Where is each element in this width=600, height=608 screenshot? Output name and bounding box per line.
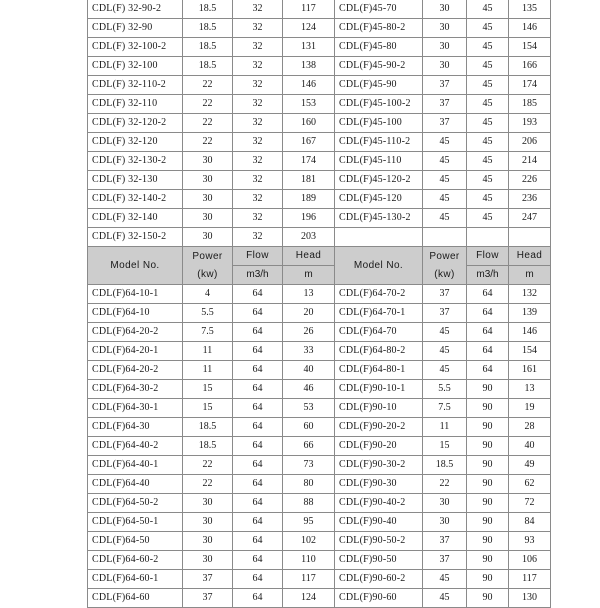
power-cell-left: 30 — [183, 209, 233, 228]
flow-cell-left: 64 — [233, 285, 283, 304]
header-flow-unit-right: m3/h — [467, 266, 509, 285]
flow-cell-right: 90 — [467, 551, 509, 570]
model-cell-right: CDL(F)45-80 — [335, 38, 423, 57]
table-section-bottom — [88, 285, 551, 608]
power-cell-right: 7.5 — [423, 399, 467, 418]
model-cell-left: CDL(F)64-30 — [88, 418, 183, 437]
header-head-unit-right: m — [509, 266, 551, 285]
model-cell-right: CDL(F)64-80-2 — [335, 342, 423, 361]
model-cell-right: CDL(F)90-30 — [335, 475, 423, 494]
head-cell-left: 110 — [283, 551, 335, 570]
power-cell-left: 37 — [183, 570, 233, 589]
head-cell-right: 130 — [509, 589, 551, 608]
table-row — [88, 513, 551, 532]
model-cell-right: CDL(F)90-40-2 — [335, 494, 423, 513]
model-cell-right: CDL(F)90-10-1 — [335, 380, 423, 399]
header-flow-unit-left: m3/h — [233, 266, 283, 285]
flow-cell-left: 32 — [233, 190, 283, 209]
power-cell-left: 4 — [183, 285, 233, 304]
model-cell-left: CDL(F)64-60-2 — [88, 551, 183, 570]
flow-cell-left: 32 — [233, 171, 283, 190]
power-cell-right — [423, 228, 467, 247]
head-cell-right: 166 — [509, 57, 551, 76]
head-cell-right: 154 — [509, 38, 551, 57]
head-cell-right: 154 — [509, 342, 551, 361]
flow-cell-left: 32 — [233, 0, 283, 19]
flow-cell-right: 45 — [467, 95, 509, 114]
table-row — [88, 133, 551, 152]
model-cell-right: CDL(F)45-130-2 — [335, 209, 423, 228]
model-cell-left: CDL(F) 32-100-2 — [88, 38, 183, 57]
model-cell-right: CDL(F)45-80-2 — [335, 19, 423, 38]
power-cell-right: 30 — [423, 513, 467, 532]
flow-cell-right: 64 — [467, 342, 509, 361]
model-cell-left: CDL(F) 32-120-2 — [88, 114, 183, 133]
table-row — [88, 152, 551, 171]
flow-cell-left: 64 — [233, 361, 283, 380]
flow-cell-left: 64 — [233, 589, 283, 608]
power-cell-left: 30 — [183, 532, 233, 551]
model-cell-left: CDL(F)64-20-1 — [88, 342, 183, 361]
power-cell-left: 30 — [183, 228, 233, 247]
flow-cell-right: 90 — [467, 494, 509, 513]
power-cell-right: 45 — [423, 171, 467, 190]
power-cell-right: 45 — [423, 361, 467, 380]
model-cell-left: CDL(F)64-60 — [88, 589, 183, 608]
head-cell-left: 196 — [283, 209, 335, 228]
power-cell-right: 37 — [423, 551, 467, 570]
power-cell-left: 18.5 — [183, 0, 233, 19]
head-cell-right: 40 — [509, 437, 551, 456]
flow-cell-left: 64 — [233, 399, 283, 418]
power-cell-right: 18.5 — [423, 456, 467, 475]
model-cell-left: CDL(F)64-10-1 — [88, 285, 183, 304]
header-model-left: Model No. — [88, 247, 183, 285]
pump-specification-table — [87, 0, 551, 608]
head-cell-right: 13 — [509, 380, 551, 399]
head-cell-left: 181 — [283, 171, 335, 190]
head-cell-right — [509, 228, 551, 247]
power-cell-right: 45 — [423, 133, 467, 152]
power-cell-left: 11 — [183, 361, 233, 380]
head-cell-left: 20 — [283, 304, 335, 323]
head-cell-right: 146 — [509, 323, 551, 342]
head-cell-left: 203 — [283, 228, 335, 247]
flow-cell-left: 64 — [233, 456, 283, 475]
head-cell-left: 53 — [283, 399, 335, 418]
flow-cell-right: 90 — [467, 418, 509, 437]
flow-cell-left: 64 — [233, 304, 283, 323]
flow-cell-right: 45 — [467, 38, 509, 57]
head-cell-left: 124 — [283, 19, 335, 38]
head-cell-right: 84 — [509, 513, 551, 532]
head-cell-left: 46 — [283, 380, 335, 399]
power-cell-right: 37 — [423, 95, 467, 114]
table-row — [88, 532, 551, 551]
flow-cell-right: 64 — [467, 323, 509, 342]
flow-cell-left: 32 — [233, 133, 283, 152]
model-cell-right: CDL(F)45-90 — [335, 76, 423, 95]
head-cell-left: 66 — [283, 437, 335, 456]
flow-cell-right: 45 — [467, 190, 509, 209]
model-cell-left: CDL(F) 32-120 — [88, 133, 183, 152]
header-row-primary — [88, 247, 551, 266]
head-cell-left: 40 — [283, 361, 335, 380]
model-cell-left: CDL(F) 32-100 — [88, 57, 183, 76]
model-cell-right: CDL(F)90-10 — [335, 399, 423, 418]
power-cell-right: 30 — [423, 38, 467, 57]
power-cell-right: 30 — [423, 57, 467, 76]
flow-cell-right: 90 — [467, 570, 509, 589]
head-cell-left: 160 — [283, 114, 335, 133]
head-cell-right: 214 — [509, 152, 551, 171]
head-cell-left: 33 — [283, 342, 335, 361]
flow-cell-left: 32 — [233, 76, 283, 95]
table-row — [88, 570, 551, 589]
flow-cell-right: 45 — [467, 0, 509, 19]
flow-cell-right: 64 — [467, 361, 509, 380]
flow-cell-right: 90 — [467, 380, 509, 399]
head-cell-left: 13 — [283, 285, 335, 304]
flow-cell-left: 32 — [233, 209, 283, 228]
power-cell-right: 37 — [423, 532, 467, 551]
power-cell-right: 30 — [423, 0, 467, 19]
head-cell-left: 73 — [283, 456, 335, 475]
head-cell-right: 161 — [509, 361, 551, 380]
model-cell-left: CDL(F) 32-110 — [88, 95, 183, 114]
flow-cell-right: 45 — [467, 114, 509, 133]
header-model-right: Model No. — [335, 247, 423, 285]
table-row — [88, 380, 551, 399]
table-row — [88, 228, 551, 247]
head-cell-right: 117 — [509, 570, 551, 589]
header-head-right: Head — [509, 247, 551, 266]
power-cell-left: 18.5 — [183, 38, 233, 57]
head-cell-right: 226 — [509, 171, 551, 190]
power-cell-left: 18.5 — [183, 437, 233, 456]
model-cell-right: CDL(F)90-30-2 — [335, 456, 423, 475]
model-cell-left: CDL(F)64-50-2 — [88, 494, 183, 513]
power-cell-left: 30 — [183, 152, 233, 171]
flow-cell-right: 90 — [467, 532, 509, 551]
table-row — [88, 399, 551, 418]
flow-cell-left: 64 — [233, 475, 283, 494]
model-cell-left: CDL(F)64-20-2 — [88, 361, 183, 380]
table-row — [88, 342, 551, 361]
head-cell-right: 135 — [509, 0, 551, 19]
flow-cell-right: 45 — [467, 133, 509, 152]
header-flow-right: Flow — [467, 247, 509, 266]
header-power-right: Power (kw) — [423, 247, 467, 285]
table-row — [88, 475, 551, 494]
table-row — [88, 114, 551, 133]
model-cell-left: CDL(F)64-50-1 — [88, 513, 183, 532]
model-cell-left: CDL(F)64-40 — [88, 475, 183, 494]
table-row — [88, 589, 551, 608]
flow-cell-left: 64 — [233, 418, 283, 437]
head-cell-right: 146 — [509, 19, 551, 38]
head-cell-right: 139 — [509, 304, 551, 323]
power-cell-right: 22 — [423, 475, 467, 494]
table-row — [88, 0, 551, 19]
model-cell-left: CDL(F)64-30-2 — [88, 380, 183, 399]
flow-cell-left: 32 — [233, 57, 283, 76]
flow-cell-right: 45 — [467, 19, 509, 38]
power-cell-left: 7.5 — [183, 323, 233, 342]
flow-cell-right: 90 — [467, 589, 509, 608]
table-row — [88, 456, 551, 475]
head-cell-left: 174 — [283, 152, 335, 171]
flow-cell-left: 64 — [233, 437, 283, 456]
table-row — [88, 95, 551, 114]
power-cell-right: 37 — [423, 76, 467, 95]
head-cell-right: 132 — [509, 285, 551, 304]
flow-cell-left: 64 — [233, 342, 283, 361]
power-cell-left: 11 — [183, 342, 233, 361]
flow-cell-right: 90 — [467, 513, 509, 532]
table-row — [88, 38, 551, 57]
model-cell-right: CDL(F)45-120 — [335, 190, 423, 209]
power-cell-right: 5.5 — [423, 380, 467, 399]
power-cell-left: 22 — [183, 76, 233, 95]
head-cell-left: 131 — [283, 38, 335, 57]
power-cell-right: 45 — [423, 323, 467, 342]
model-cell-left: CDL(F)64-30-1 — [88, 399, 183, 418]
power-cell-left: 18.5 — [183, 418, 233, 437]
head-cell-right: 106 — [509, 551, 551, 570]
model-cell-right: CDL(F)45-100-2 — [335, 95, 423, 114]
flow-cell-left: 64 — [233, 551, 283, 570]
header-head-unit-left: m — [283, 266, 335, 285]
power-cell-left: 18.5 — [183, 57, 233, 76]
model-cell-right: CDL(F)45-90-2 — [335, 57, 423, 76]
model-cell-right: CDL(F)90-60 — [335, 589, 423, 608]
model-cell-left: CDL(F) 32-140 — [88, 209, 183, 228]
head-cell-left: 153 — [283, 95, 335, 114]
flow-cell-left: 32 — [233, 38, 283, 57]
head-cell-left: 88 — [283, 494, 335, 513]
flow-cell-right: 90 — [467, 437, 509, 456]
head-cell-right: 28 — [509, 418, 551, 437]
flow-cell-left: 64 — [233, 494, 283, 513]
power-cell-left: 30 — [183, 190, 233, 209]
power-cell-right: 37 — [423, 304, 467, 323]
table-row — [88, 19, 551, 38]
flow-cell-right: 90 — [467, 399, 509, 418]
model-cell-right: CDL(F)45-100 — [335, 114, 423, 133]
flow-cell-left: 32 — [233, 95, 283, 114]
model-cell-right: CDL(F)45-110-2 — [335, 133, 423, 152]
power-cell-left: 22 — [183, 133, 233, 152]
model-cell-right: CDL(F)90-20 — [335, 437, 423, 456]
model-cell-right: CDL(F)45-70 — [335, 0, 423, 19]
power-cell-left: 5.5 — [183, 304, 233, 323]
table-row — [88, 437, 551, 456]
flow-cell-left: 64 — [233, 532, 283, 551]
table-row — [88, 57, 551, 76]
model-cell-left: CDL(F)64-10 — [88, 304, 183, 323]
table-section-top — [88, 0, 551, 247]
power-cell-right: 30 — [423, 494, 467, 513]
table-row — [88, 285, 551, 304]
flow-cell-right: 90 — [467, 456, 509, 475]
head-cell-right: 62 — [509, 475, 551, 494]
head-cell-right: 72 — [509, 494, 551, 513]
flow-cell-left: 32 — [233, 152, 283, 171]
power-cell-right: 11 — [423, 418, 467, 437]
head-cell-right: 193 — [509, 114, 551, 133]
model-cell-right: CDL(F)45-110 — [335, 152, 423, 171]
header-flow-left: Flow — [233, 247, 283, 266]
table-row — [88, 361, 551, 380]
table-row — [88, 76, 551, 95]
model-cell-left: CDL(F) 32-90 — [88, 19, 183, 38]
head-cell-right: 206 — [509, 133, 551, 152]
table-row — [88, 323, 551, 342]
power-cell-left: 22 — [183, 95, 233, 114]
power-cell-left: 22 — [183, 114, 233, 133]
head-cell-left: 167 — [283, 133, 335, 152]
power-cell-left: 15 — [183, 380, 233, 399]
flow-cell-right: 45 — [467, 171, 509, 190]
head-cell-right: 174 — [509, 76, 551, 95]
table-row — [88, 190, 551, 209]
power-cell-right: 37 — [423, 285, 467, 304]
head-cell-left: 80 — [283, 475, 335, 494]
head-cell-right: 49 — [509, 456, 551, 475]
power-cell-right: 45 — [423, 589, 467, 608]
model-cell-left: CDL(F) 32-90-2 — [88, 0, 183, 19]
power-cell-left: 30 — [183, 171, 233, 190]
table-column-header — [88, 247, 551, 285]
table-row — [88, 304, 551, 323]
power-cell-right: 45 — [423, 190, 467, 209]
model-cell-right — [335, 228, 423, 247]
model-cell-left: CDL(F)64-50 — [88, 532, 183, 551]
flow-cell-right: 90 — [467, 475, 509, 494]
flow-cell-left: 32 — [233, 228, 283, 247]
head-cell-left: 117 — [283, 0, 335, 19]
head-cell-right: 236 — [509, 190, 551, 209]
table-row — [88, 551, 551, 570]
power-cell-left: 37 — [183, 589, 233, 608]
model-cell-right: CDL(F)64-70-1 — [335, 304, 423, 323]
model-cell-right: CDL(F)90-40 — [335, 513, 423, 532]
head-cell-left: 60 — [283, 418, 335, 437]
head-cell-left: 138 — [283, 57, 335, 76]
model-cell-right: CDL(F)45-120-2 — [335, 171, 423, 190]
head-cell-left: 124 — [283, 589, 335, 608]
head-cell-left: 189 — [283, 190, 335, 209]
power-cell-right: 37 — [423, 114, 467, 133]
flow-cell-left: 32 — [233, 114, 283, 133]
model-cell-left: CDL(F)64-20-2 — [88, 323, 183, 342]
head-cell-right: 185 — [509, 95, 551, 114]
model-cell-left: CDL(F) 32-130-2 — [88, 152, 183, 171]
header-power-left: Power (kw) — [183, 247, 233, 285]
flow-cell-right — [467, 228, 509, 247]
power-cell-left: 18.5 — [183, 19, 233, 38]
power-cell-left: 22 — [183, 456, 233, 475]
header-head-left: Head — [283, 247, 335, 266]
power-cell-right: 45 — [423, 152, 467, 171]
model-cell-left: CDL(F) 32-140-2 — [88, 190, 183, 209]
power-cell-right: 15 — [423, 437, 467, 456]
power-cell-right: 45 — [423, 570, 467, 589]
flow-cell-right: 64 — [467, 285, 509, 304]
model-cell-right: CDL(F)90-50 — [335, 551, 423, 570]
model-cell-left: CDL(F)64-40-1 — [88, 456, 183, 475]
head-cell-left: 117 — [283, 570, 335, 589]
power-cell-left: 30 — [183, 494, 233, 513]
table-row — [88, 418, 551, 437]
flow-cell-right: 64 — [467, 304, 509, 323]
model-cell-left: CDL(F)64-40-2 — [88, 437, 183, 456]
model-cell-right: CDL(F)64-80-1 — [335, 361, 423, 380]
power-cell-right: 45 — [423, 209, 467, 228]
flow-cell-left: 64 — [233, 570, 283, 589]
flow-cell-right: 45 — [467, 57, 509, 76]
table-row — [88, 171, 551, 190]
power-cell-left: 30 — [183, 513, 233, 532]
head-cell-right: 247 — [509, 209, 551, 228]
flow-cell-right: 45 — [467, 209, 509, 228]
model-cell-right: CDL(F)64-70 — [335, 323, 423, 342]
model-cell-right: CDL(F)90-50-2 — [335, 532, 423, 551]
power-cell-left: 22 — [183, 475, 233, 494]
model-cell-right: CDL(F)64-70-2 — [335, 285, 423, 304]
power-cell-right: 45 — [423, 342, 467, 361]
power-cell-right: 30 — [423, 19, 467, 38]
flow-cell-left: 32 — [233, 19, 283, 38]
flow-cell-left: 64 — [233, 380, 283, 399]
head-cell-right: 19 — [509, 399, 551, 418]
table-row — [88, 494, 551, 513]
flow-cell-left: 64 — [233, 323, 283, 342]
head-cell-left: 26 — [283, 323, 335, 342]
model-cell-left: CDL(F) 32-150-2 — [88, 228, 183, 247]
model-cell-left: CDL(F) 32-130 — [88, 171, 183, 190]
head-cell-right: 93 — [509, 532, 551, 551]
flow-cell-left: 64 — [233, 513, 283, 532]
model-cell-right: CDL(F)90-60-2 — [335, 570, 423, 589]
table-row — [88, 209, 551, 228]
flow-cell-right: 45 — [467, 152, 509, 171]
model-cell-left: CDL(F)64-60-1 — [88, 570, 183, 589]
flow-cell-right: 45 — [467, 76, 509, 95]
model-cell-right: CDL(F)90-20-2 — [335, 418, 423, 437]
head-cell-left: 146 — [283, 76, 335, 95]
head-cell-left: 95 — [283, 513, 335, 532]
head-cell-left: 102 — [283, 532, 335, 551]
model-cell-left: CDL(F) 32-110-2 — [88, 76, 183, 95]
power-cell-left: 15 — [183, 399, 233, 418]
power-cell-left: 30 — [183, 551, 233, 570]
